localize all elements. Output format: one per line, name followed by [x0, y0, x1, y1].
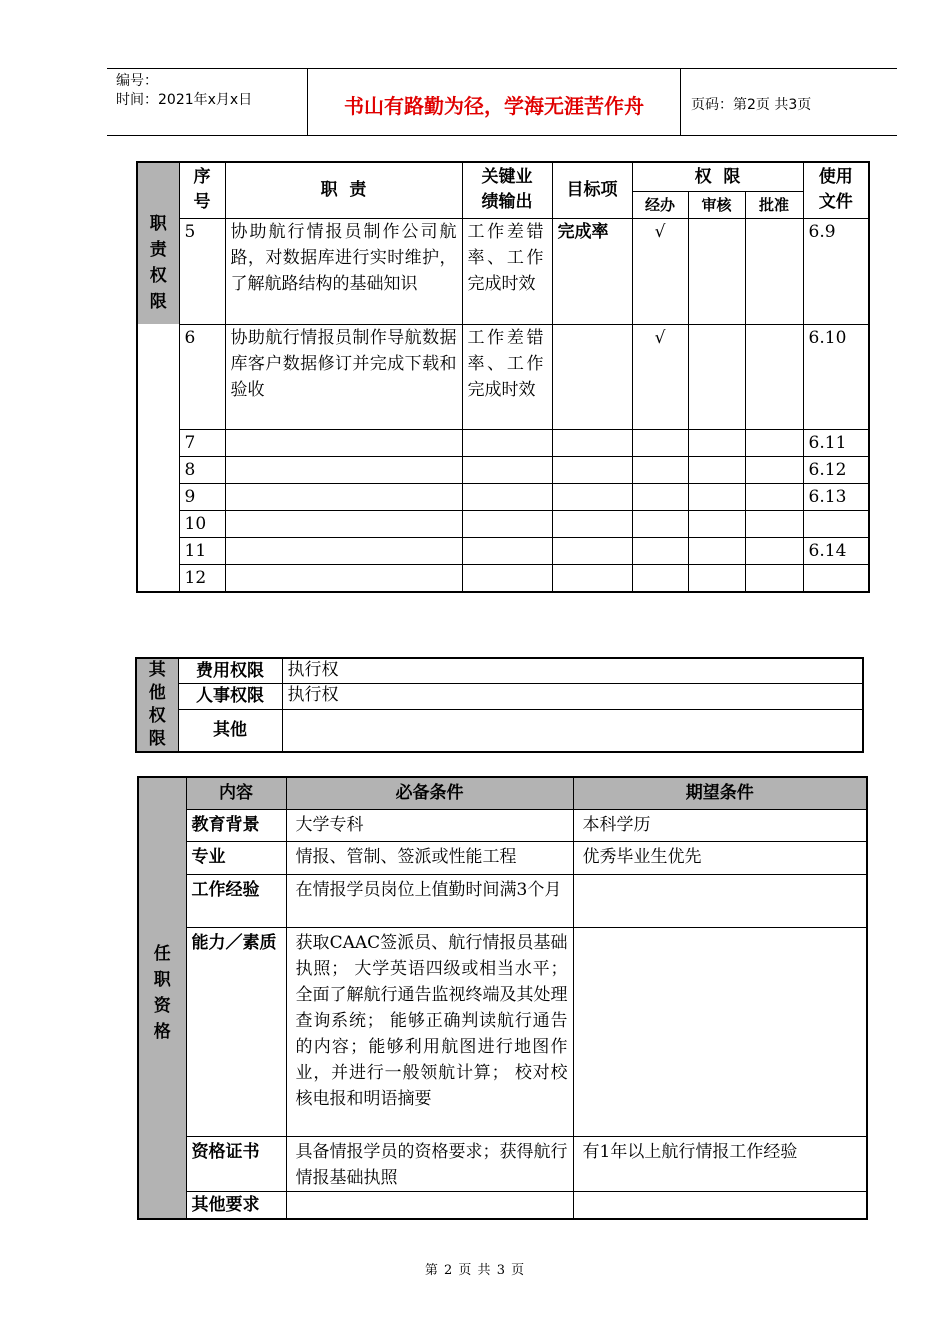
row-approve — [745, 218, 803, 324]
row-exec — [632, 564, 688, 592]
row-duty — [225, 537, 462, 564]
row-kpi — [462, 564, 552, 592]
row-duty — [225, 456, 462, 483]
row-review — [688, 483, 745, 510]
header-motto: 书山有路勤为径，学海无涯苦作舟 — [308, 69, 681, 135]
row-label: 工作经验 — [186, 874, 286, 927]
row-target — [552, 510, 632, 537]
table-row — [137, 483, 869, 510]
table-row — [138, 1191, 867, 1219]
header-seq: 序号 — [179, 162, 225, 218]
row-kpi: 工作差错率、工作完成时效 — [462, 218, 552, 324]
row-review — [688, 218, 745, 324]
row-kpi — [462, 537, 552, 564]
page-header — [107, 68, 897, 136]
row-exec — [632, 429, 688, 456]
row-approve — [745, 324, 803, 429]
row-kpi: 工作差错率、工作完成时效 — [462, 324, 552, 429]
row-expected — [573, 874, 867, 927]
row-target: 完成率 — [552, 218, 632, 324]
qualifications-side-label: 任职资格 — [138, 777, 186, 1219]
row-target — [552, 483, 632, 510]
row-duty — [225, 483, 462, 510]
row-kpi — [462, 456, 552, 483]
header-duty: 职 责 — [225, 162, 462, 218]
table-row — [137, 456, 869, 483]
row-duty — [225, 510, 462, 537]
row-label: 能力／素质 — [186, 927, 286, 1136]
row-kpi — [462, 483, 552, 510]
row-expected: 有1年以上航行情报工作经验 — [573, 1136, 867, 1191]
header-meta — [107, 69, 308, 135]
row-value: 执行权 — [282, 658, 863, 684]
row-review — [688, 456, 745, 483]
table-row — [137, 564, 869, 592]
table-row — [137, 537, 869, 564]
duties-side-blank — [137, 324, 179, 592]
row-value: 执行权 — [282, 684, 863, 710]
row-doc: 6.14 — [803, 537, 869, 564]
table-row — [138, 841, 867, 874]
row-target — [552, 324, 632, 429]
header-kpi: 关键业绩输出 — [462, 162, 552, 218]
row-duty — [225, 429, 462, 456]
header-doc: 使用文件 — [803, 162, 869, 218]
row-review — [688, 429, 745, 456]
row-exec: √ — [632, 218, 688, 324]
table-row — [138, 809, 867, 841]
header-review: 审核 — [688, 191, 745, 218]
row-exec — [632, 456, 688, 483]
row-exec — [632, 510, 688, 537]
qualifications-table — [137, 776, 868, 1220]
header-target: 目标项 — [552, 162, 632, 218]
row-label: 费用权限 — [178, 658, 282, 684]
row-seq: 9 — [179, 483, 225, 510]
row-doc: 6.9 — [803, 218, 869, 324]
header-content: 内容 — [186, 777, 286, 809]
row-review — [688, 324, 745, 429]
row-seq: 5 — [179, 218, 225, 324]
row-label: 人事权限 — [178, 684, 282, 710]
time-label: 时间：2021年x月x日 — [116, 92, 253, 108]
row-doc — [803, 564, 869, 592]
row-target — [552, 564, 632, 592]
row-target — [552, 456, 632, 483]
row-review — [688, 510, 745, 537]
header-expected: 期望条件 — [573, 777, 867, 809]
table-row — [136, 684, 863, 710]
header-approve: 批准 — [745, 191, 803, 218]
row-value — [282, 709, 863, 752]
row-doc: 6.11 — [803, 429, 869, 456]
row-required: 在情报学员岗位上值勤时间满3个月 — [286, 874, 573, 927]
row-label: 其他要求 — [186, 1191, 286, 1219]
row-kpi — [462, 429, 552, 456]
row-exec — [632, 537, 688, 564]
row-label: 专业 — [186, 841, 286, 874]
row-review — [688, 537, 745, 564]
table-row — [137, 218, 869, 324]
row-doc: 6.13 — [803, 483, 869, 510]
row-duty: 协助航行情报员制作公司航路，对数据库进行实时维护，了解航路结构的基础知识 — [225, 218, 462, 324]
row-expected: 本科学历 — [573, 809, 867, 841]
table-row — [137, 510, 869, 537]
header-required: 必备条件 — [286, 777, 573, 809]
page-footer: 第 2 页 共 3 页 — [424, 1263, 526, 1278]
duties-table — [136, 161, 870, 593]
row-required — [286, 1191, 573, 1219]
row-doc: 6.12 — [803, 456, 869, 483]
row-seq: 11 — [179, 537, 225, 564]
other-authority-side-label: 其他权限 — [136, 658, 178, 752]
table-row — [136, 658, 863, 684]
number-label: 编号： — [116, 73, 158, 89]
row-kpi — [462, 510, 552, 537]
row-approve — [745, 564, 803, 592]
row-doc: 6.10 — [803, 324, 869, 429]
row-label: 资格证书 — [186, 1136, 286, 1191]
table-row — [137, 324, 869, 429]
row-target — [552, 429, 632, 456]
header-exec: 经办 — [632, 191, 688, 218]
other-authority-table — [135, 657, 864, 753]
table-row — [138, 927, 867, 1136]
row-target — [552, 537, 632, 564]
row-approve — [745, 510, 803, 537]
row-approve — [745, 537, 803, 564]
row-seq: 12 — [179, 564, 225, 592]
table-row — [137, 429, 869, 456]
row-seq: 6 — [179, 324, 225, 429]
row-seq: 10 — [179, 510, 225, 537]
table-row — [138, 1136, 867, 1191]
row-exec: √ — [632, 324, 688, 429]
row-required: 大学专科 — [286, 809, 573, 841]
row-duty: 协助航行情报员制作导航数据库客户数据修订并完成下载和验收 — [225, 324, 462, 429]
table-row — [138, 874, 867, 927]
row-approve — [745, 429, 803, 456]
row-seq: 8 — [179, 456, 225, 483]
row-label: 教育背景 — [186, 809, 286, 841]
row-expected — [573, 927, 867, 1136]
row-required: 具备情报学员的资格要求；获得航行情报基础执照 — [286, 1136, 573, 1191]
header-page-info: 页码：第2页 共3页 — [691, 97, 812, 113]
row-label: 其他 — [178, 709, 282, 752]
row-required: 情报、管制、签派或性能工程 — [286, 841, 573, 874]
row-exec — [632, 483, 688, 510]
row-required: 获取CAAC签派员、航行情报员基础执照； 大学英语四级或相当水平；全面了解航行通告监视终端及其处理查询系统； 能够正确判读航行通告的内容；能够利用航图进行地图作业，并进行一般领航计算； 校对校核电报和明语摘要 — [286, 927, 573, 1136]
row-approve — [745, 456, 803, 483]
table-row — [136, 709, 863, 752]
row-expected — [573, 1191, 867, 1219]
row-review — [688, 564, 745, 592]
row-seq: 7 — [179, 429, 225, 456]
header-authority: 权 限 — [632, 162, 803, 191]
duties-side-label: 职责权限 — [137, 162, 179, 324]
row-doc — [803, 510, 869, 537]
row-approve — [745, 483, 803, 510]
row-duty — [225, 564, 462, 592]
row-expected: 优秀毕业生优先 — [573, 841, 867, 874]
